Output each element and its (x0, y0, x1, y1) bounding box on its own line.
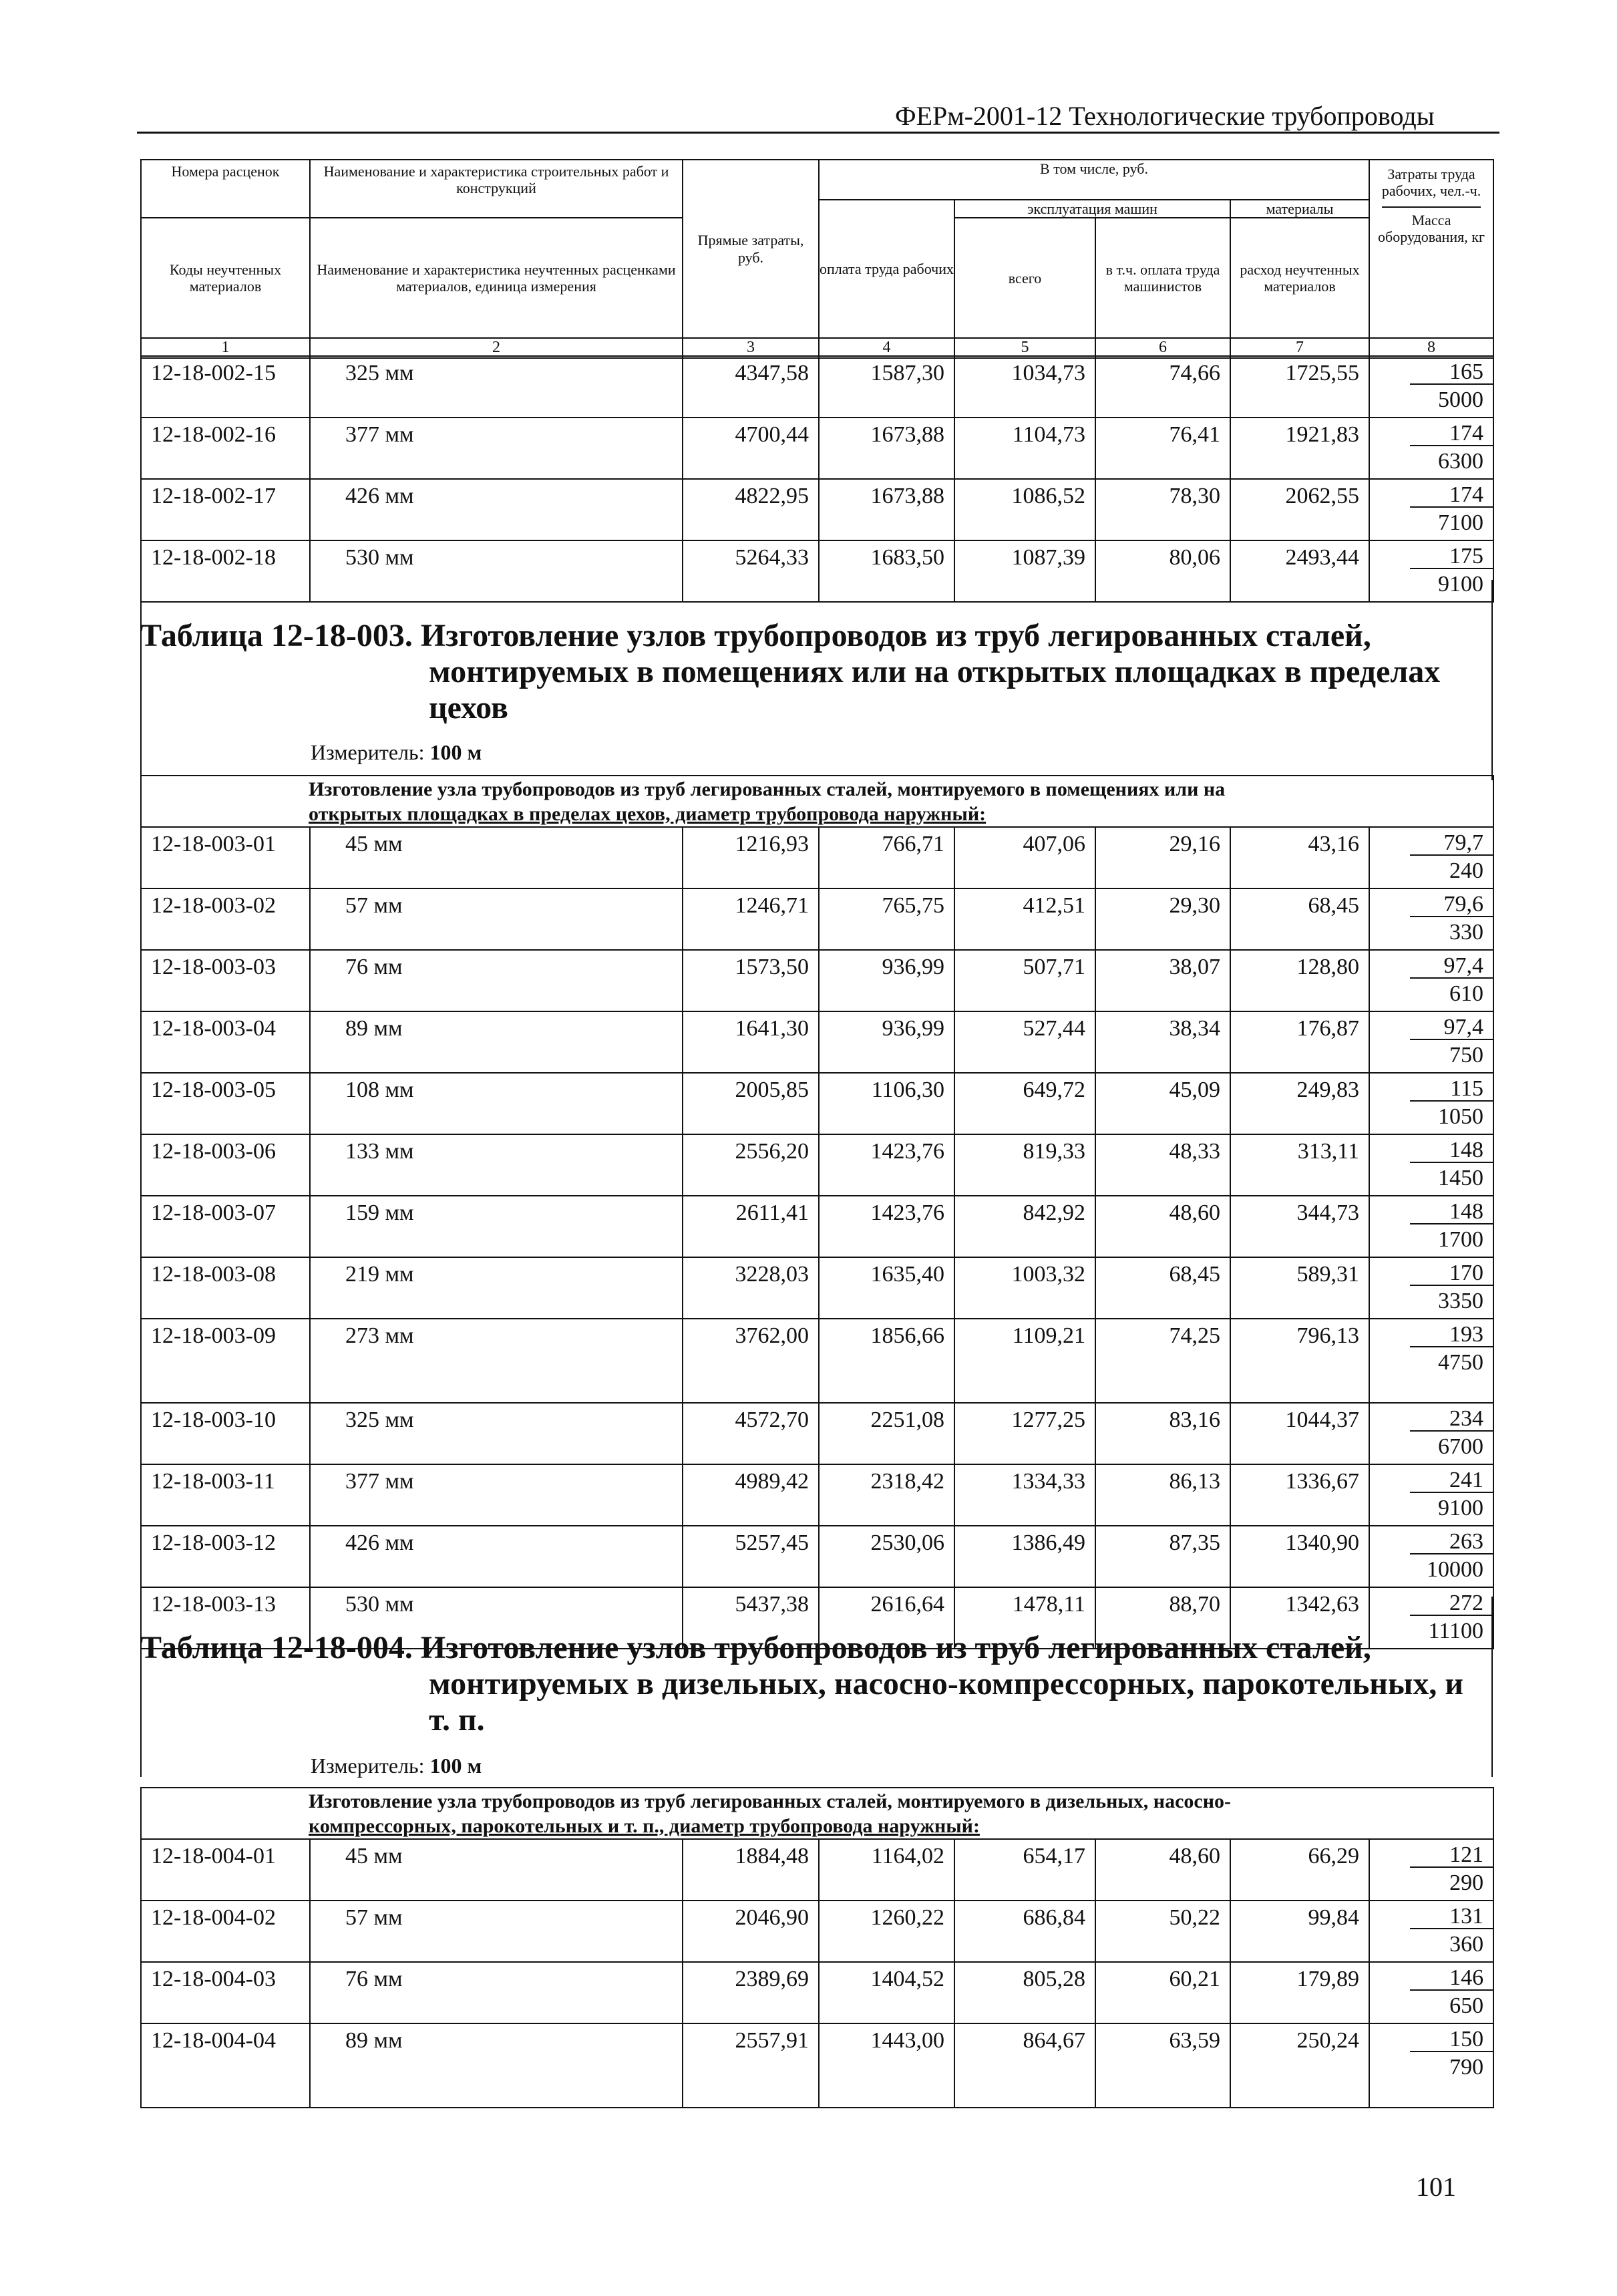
machinist-wages: 29,16 (1095, 827, 1230, 888)
labor-hours: 170 (1410, 1258, 1493, 1286)
machines-total: 805,28 (954, 1962, 1095, 2023)
worker-wages: 1673,88 (819, 479, 954, 540)
machines-total: 1277,25 (954, 1403, 1095, 1464)
machines-total: 1334,33 (954, 1464, 1095, 1526)
labor-mass-cell (1369, 418, 1493, 479)
header-col-number: 1 (141, 338, 310, 358)
work-name: 530 мм (310, 540, 683, 602)
table-row (141, 418, 1493, 479)
machinist-wages: 38,07 (1095, 950, 1230, 1011)
work-name: 325 мм (310, 1403, 683, 1464)
header-unaccounted-names: Наименование и характеристика неучтенных расценками материалов, единица измерения (310, 218, 683, 338)
rate-code: 12-18-003-11 (141, 1464, 310, 1526)
worker-wages: 1423,76 (819, 1134, 954, 1196)
labor-hours: 146 (1410, 1963, 1493, 1991)
rates-table-004 (140, 1787, 1494, 2108)
machinist-wages: 86,13 (1095, 1464, 1230, 1526)
equipment-mass: 330 (1449, 920, 1484, 945)
materials-cost: 796,13 (1230, 1319, 1369, 1403)
rate-code: 12-18-003-05 (141, 1073, 310, 1134)
materials-cost: 1340,90 (1230, 1526, 1369, 1587)
equipment-mass: 360 (1449, 1932, 1484, 1957)
header-materials: материалы (1230, 200, 1369, 218)
direct-costs: 2389,69 (683, 1962, 819, 2023)
direct-costs: 2557,91 (683, 2023, 819, 2108)
rate-code: 12-18-003-08 (141, 1257, 310, 1319)
worker-wages: 2251,08 (819, 1403, 954, 1464)
equipment-mass: 1450 (1438, 1166, 1484, 1191)
worker-wages: 2530,06 (819, 1526, 954, 1587)
header-col-number: 4 (819, 338, 954, 358)
labor-mass-cell (1369, 356, 1493, 418)
materials-cost: 179,89 (1230, 1962, 1369, 2023)
table-003-title: Таблица 12-18-003. Изготовление узлов трубопроводов из труб легированных сталей, монтируемых в помещениях или на открытых площадках в пределах цехов (140, 618, 1441, 726)
worker-wages: 1635,40 (819, 1257, 954, 1319)
work-name: 426 мм (310, 479, 683, 540)
direct-costs: 1884,48 (683, 1839, 819, 1901)
machines-total: 842,92 (954, 1196, 1095, 1257)
equipment-mass: 290 (1449, 1870, 1484, 1896)
work-name: 273 мм (310, 1319, 683, 1403)
direct-costs: 2556,20 (683, 1134, 819, 1196)
materials-cost: 43,16 (1230, 827, 1369, 888)
machines-total: 819,33 (954, 1134, 1095, 1196)
labor-hours: 97,4 (1410, 951, 1493, 979)
work-name: 108 мм (310, 1073, 683, 1134)
header-including-group: В том числе, руб. (819, 160, 1369, 200)
direct-costs: 1573,50 (683, 950, 819, 1011)
labor-mass-cell (1369, 827, 1493, 888)
table-row (141, 1526, 1493, 1587)
machines-total: 527,44 (954, 1011, 1095, 1073)
rate-code: 12-18-003-01 (141, 827, 310, 888)
table-row (141, 1839, 1493, 1901)
machines-total: 1086,52 (954, 479, 1095, 540)
materials-cost: 2493,44 (1230, 540, 1369, 602)
table-003-subtitle: Изготовление узла трубопроводов из труб легированных сталей, монтируемого в помещениях или на открытых площадках в пределах цехов, диаметр трубопровода наружный: (141, 776, 1493, 827)
work-name: 89 мм (310, 2023, 683, 2108)
labor-mass-cell (1369, 950, 1493, 1011)
equipment-mass: 1050 (1438, 1104, 1484, 1130)
materials-cost: 250,24 (1230, 2023, 1369, 2108)
rate-code: 12-18-003-03 (141, 950, 310, 1011)
materials-cost: 1921,83 (1230, 418, 1369, 479)
work-name: 89 мм (310, 1011, 683, 1073)
rate-code: 12-18-003-02 (141, 888, 310, 950)
machinist-wages: 29,30 (1095, 888, 1230, 950)
table-row (141, 1403, 1493, 1464)
direct-costs: 4347,58 (683, 356, 819, 418)
labor-hours: 174 (1410, 418, 1493, 446)
equipment-mass: 6300 (1438, 449, 1483, 474)
rate-code: 12-18-003-09 (141, 1319, 310, 1403)
machinist-wages: 80,06 (1095, 540, 1230, 602)
direct-costs: 4700,44 (683, 418, 819, 479)
labor-mass-cell (1369, 1464, 1493, 1526)
machines-total: 1104,73 (954, 418, 1095, 479)
rate-code: 12-18-003-10 (141, 1403, 310, 1464)
header-worker-wages: оплата труда рабочих (819, 200, 954, 338)
machines-total: 649,72 (954, 1073, 1095, 1134)
header-machines-total: всего (954, 218, 1095, 338)
labor-mass-cell (1369, 1403, 1493, 1464)
worker-wages: 1106,30 (819, 1073, 954, 1134)
header-col-number: 2 (310, 338, 683, 358)
header-col-number: 6 (1095, 338, 1230, 358)
materials-cost: 99,84 (1230, 1901, 1369, 1962)
machines-total: 654,17 (954, 1839, 1095, 1901)
labor-mass-cell (1369, 888, 1493, 950)
labor-hours: 241 (1410, 1465, 1493, 1493)
rate-code: 12-18-003-04 (141, 1011, 310, 1073)
table-004-measure: Измеритель: 100 м (311, 1754, 482, 1778)
table-row (141, 1196, 1493, 1257)
header-labor-mass: Затраты труда рабочих, чел.-ч. Масса оборудования, кг (1369, 160, 1493, 338)
rates-table-003 (140, 775, 1494, 1649)
labor-hours: 148 (1410, 1135, 1493, 1163)
work-name: 45 мм (310, 1839, 683, 1901)
machinist-wages: 48,33 (1095, 1134, 1230, 1196)
worker-wages: 1260,22 (819, 1901, 954, 1962)
direct-costs: 4572,70 (683, 1403, 819, 1464)
header-machinist-wages: в т.ч. оплата труда машинистов (1095, 218, 1230, 338)
worker-wages: 1164,02 (819, 1839, 954, 1901)
table-row (141, 827, 1493, 888)
work-name: 219 мм (310, 1257, 683, 1319)
equipment-mass: 650 (1449, 1993, 1484, 2019)
direct-costs: 5437,38 (683, 1587, 819, 1649)
machinist-wages: 48,60 (1095, 1196, 1230, 1257)
equipment-mass: 7100 (1438, 510, 1483, 535)
table-row (141, 888, 1493, 950)
work-name: 57 мм (310, 888, 683, 950)
worker-wages: 1587,30 (819, 356, 954, 418)
machines-total: 1478,11 (954, 1587, 1095, 1649)
machinist-wages: 78,30 (1095, 479, 1230, 540)
table-row (141, 1011, 1493, 1073)
table-row (141, 1134, 1493, 1196)
machinist-wages: 74,25 (1095, 1319, 1230, 1403)
rate-code: 12-18-002-17 (141, 479, 310, 540)
labor-hours: 115 (1410, 1074, 1493, 1102)
labor-mass-cell (1369, 1257, 1493, 1319)
rate-code: 12-18-002-15 (141, 356, 310, 418)
machines-total: 1003,32 (954, 1257, 1095, 1319)
worker-wages: 1404,52 (819, 1962, 954, 2023)
header-rule (137, 132, 1499, 134)
labor-hours: 148 (1410, 1196, 1493, 1224)
table-row (141, 356, 1493, 418)
work-name: 45 мм (310, 827, 683, 888)
equipment-mass: 1700 (1438, 1227, 1484, 1253)
labor-mass-cell (1369, 1962, 1493, 2023)
machinist-wages: 60,21 (1095, 1962, 1230, 2023)
equipment-mass: 6700 (1438, 1434, 1484, 1460)
worker-wages: 765,75 (819, 888, 954, 950)
rate-code: 12-18-003-06 (141, 1134, 310, 1196)
labor-hours: 79,6 (1410, 889, 1493, 917)
materials-cost: 589,31 (1230, 1257, 1369, 1319)
machinist-wages: 76,41 (1095, 418, 1230, 479)
direct-costs: 2046,90 (683, 1901, 819, 1962)
header-work-name: Наименование и характеристика строительных работ и конструкций (310, 160, 683, 218)
equipment-mass: 5000 (1438, 387, 1483, 412)
materials-cost: 1342,63 (1230, 1587, 1369, 1649)
rate-code: 12-18-003-12 (141, 1526, 310, 1587)
machinist-wages: 74,66 (1095, 356, 1230, 418)
labor-hours: 79,7 (1410, 828, 1493, 856)
machinist-wages: 83,16 (1095, 1403, 1230, 1464)
labor-mass-cell (1369, 1196, 1493, 1257)
direct-costs: 4989,42 (683, 1464, 819, 1526)
labor-mass-cell (1369, 1073, 1493, 1134)
equipment-mass: 4750 (1438, 1350, 1484, 1375)
materials-cost: 249,83 (1230, 1073, 1369, 1134)
direct-costs: 3228,03 (683, 1257, 819, 1319)
machinist-wages: 87,35 (1095, 1526, 1230, 1587)
equipment-mass: 9100 (1438, 1496, 1484, 1521)
machinist-wages: 50,22 (1095, 1901, 1230, 1962)
materials-cost: 313,11 (1230, 1134, 1369, 1196)
direct-costs: 4822,95 (683, 479, 819, 540)
equipment-mass: 10000 (1427, 1557, 1484, 1583)
labor-mass-cell (1369, 2023, 1493, 2108)
machines-total: 507,71 (954, 950, 1095, 1011)
work-name: 76 мм (310, 950, 683, 1011)
machinist-wages: 45,09 (1095, 1073, 1230, 1134)
rate-code: 12-18-004-01 (141, 1839, 310, 1901)
column-header-table (140, 159, 1494, 359)
work-name: 133 мм (310, 1134, 683, 1196)
equipment-mass: 11100 (1428, 1619, 1484, 1644)
labor-hours: 193 (1410, 1319, 1493, 1347)
labor-hours: 121 (1410, 1840, 1493, 1868)
table-row (141, 1257, 1493, 1319)
direct-costs: 1641,30 (683, 1011, 819, 1073)
labor-hours: 234 (1410, 1404, 1493, 1432)
machines-total: 407,06 (954, 827, 1095, 888)
equipment-mass: 750 (1449, 1043, 1484, 1068)
header-rate-numbers: Номера расценок (141, 160, 310, 218)
materials-cost: 66,29 (1230, 1839, 1369, 1901)
labor-mass-cell (1369, 479, 1493, 540)
machines-total: 412,51 (954, 888, 1095, 950)
materials-cost: 344,73 (1230, 1196, 1369, 1257)
header-col-number: 7 (1230, 338, 1369, 358)
direct-costs: 2611,41 (683, 1196, 819, 1257)
labor-hours: 272 (1410, 1588, 1493, 1616)
worker-wages: 2318,42 (819, 1464, 954, 1526)
machines-total: 686,84 (954, 1901, 1095, 1962)
header-unaccounted-materials: расход неучтенных материалов (1230, 218, 1369, 338)
header-col-number: 8 (1369, 338, 1493, 358)
worker-wages: 1423,76 (819, 1196, 954, 1257)
header-unaccounted-codes: Коды неучтенных материалов (141, 218, 310, 338)
work-name: 57 мм (310, 1901, 683, 1962)
work-name: 159 мм (310, 1196, 683, 1257)
page-number: 101 (1416, 2172, 1456, 2202)
machines-total: 1087,39 (954, 540, 1095, 602)
labor-mass-cell (1369, 1011, 1493, 1073)
rate-code: 12-18-004-04 (141, 2023, 310, 2108)
direct-costs: 1216,93 (683, 827, 819, 888)
equipment-mass: 790 (1449, 2055, 1484, 2080)
materials-cost: 128,80 (1230, 950, 1369, 1011)
materials-cost: 1044,37 (1230, 1403, 1369, 1464)
labor-mass-cell (1369, 1901, 1493, 1962)
labor-mass-cell (1369, 1134, 1493, 1196)
equipment-mass: 9100 (1438, 572, 1483, 597)
labor-mass-cell (1369, 1319, 1493, 1403)
work-name: 325 мм (310, 356, 683, 418)
worker-wages: 936,99 (819, 1011, 954, 1073)
rate-code: 12-18-003-07 (141, 1196, 310, 1257)
work-name: 377 мм (310, 1464, 683, 1526)
machines-total: 1109,21 (954, 1319, 1095, 1403)
materials-cost: 68,45 (1230, 888, 1369, 950)
worker-wages: 1856,66 (819, 1319, 954, 1403)
table-row (141, 1464, 1493, 1526)
labor-hours: 263 (1410, 1526, 1493, 1554)
direct-costs: 3762,00 (683, 1319, 819, 1403)
rate-code: 12-18-004-02 (141, 1901, 310, 1962)
rate-code: 12-18-003-13 (141, 1587, 310, 1649)
labor-mass-cell (1369, 1526, 1493, 1587)
labor-hours: 150 (1410, 2024, 1493, 2052)
table-004-subtitle: Изготовление узла трубопроводов из труб легированных сталей, монтируемого в дизельных, насосно- компрессорных, парокотельных и т. п., диаметр трубопровода наружный: (141, 1788, 1493, 1839)
worker-wages: 1673,88 (819, 418, 954, 479)
materials-cost: 176,87 (1230, 1011, 1369, 1073)
equipment-mass: 3350 (1438, 1289, 1484, 1314)
labor-hours: 174 (1410, 480, 1493, 508)
direct-costs: 2005,85 (683, 1073, 819, 1134)
rate-code: 12-18-004-03 (141, 1962, 310, 2023)
table-row (141, 1962, 1493, 2023)
table-004-title: Таблица 12-18-004. Изготовление узлов трубопроводов из труб легированных сталей, монтируемых в дизельных, насосно-компрессорных, парокотельных, и т. п. (140, 1630, 1464, 1738)
machinist-wages: 63,59 (1095, 2023, 1230, 2108)
direct-costs: 5264,33 (683, 540, 819, 602)
direct-costs: 1246,71 (683, 888, 819, 950)
table-row (141, 1319, 1493, 1403)
machines-total: 1034,73 (954, 356, 1095, 418)
table-003-measure: Измеритель: 100 м (311, 740, 482, 764)
table-row (141, 950, 1493, 1011)
labor-hours: 165 (1410, 357, 1493, 385)
labor-hours: 97,4 (1410, 1012, 1493, 1040)
materials-cost: 1725,55 (1230, 356, 1369, 418)
labor-mass-cell (1369, 1839, 1493, 1901)
machines-total: 1386,49 (954, 1526, 1095, 1587)
materials-cost: 1336,67 (1230, 1464, 1369, 1526)
machinist-wages: 68,45 (1095, 1257, 1230, 1319)
rate-code: 12-18-002-18 (141, 540, 310, 602)
header-col-number: 3 (683, 338, 819, 358)
header-machines: эксплуатация машин (954, 200, 1230, 218)
rates-table-002-continued (140, 355, 1494, 603)
machinist-wages: 88,70 (1095, 1587, 1230, 1649)
worker-wages: 1443,00 (819, 2023, 954, 2108)
worker-wages: 2616,64 (819, 1587, 954, 1649)
header-col-number: 5 (954, 338, 1095, 358)
work-name: 426 мм (310, 1526, 683, 1587)
work-name: 377 мм (310, 418, 683, 479)
worker-wages: 766,71 (819, 827, 954, 888)
table-row (141, 2023, 1493, 2108)
running-header: ФЕРм-2001-12 Технологические трубопроводы (895, 101, 1435, 131)
machinist-wages: 48,60 (1095, 1839, 1230, 1901)
work-name: 76 мм (310, 1962, 683, 2023)
materials-cost: 2062,55 (1230, 479, 1369, 540)
labor-hours: 175 (1410, 541, 1493, 569)
equipment-mass: 240 (1449, 858, 1484, 884)
machines-total: 864,67 (954, 2023, 1095, 2108)
header-direct-costs: Прямые затраты, руб. (683, 160, 819, 338)
table-row (141, 1901, 1493, 1962)
worker-wages: 1683,50 (819, 540, 954, 602)
equipment-mass: 610 (1449, 981, 1484, 1007)
rate-code: 12-18-002-16 (141, 418, 310, 479)
worker-wages: 936,99 (819, 950, 954, 1011)
direct-costs: 5257,45 (683, 1526, 819, 1587)
work-name: 530 мм (310, 1587, 683, 1649)
table-row (141, 479, 1493, 540)
labor-hours: 131 (1410, 1901, 1493, 1929)
machinist-wages: 38,34 (1095, 1011, 1230, 1073)
table-row (141, 1073, 1493, 1134)
